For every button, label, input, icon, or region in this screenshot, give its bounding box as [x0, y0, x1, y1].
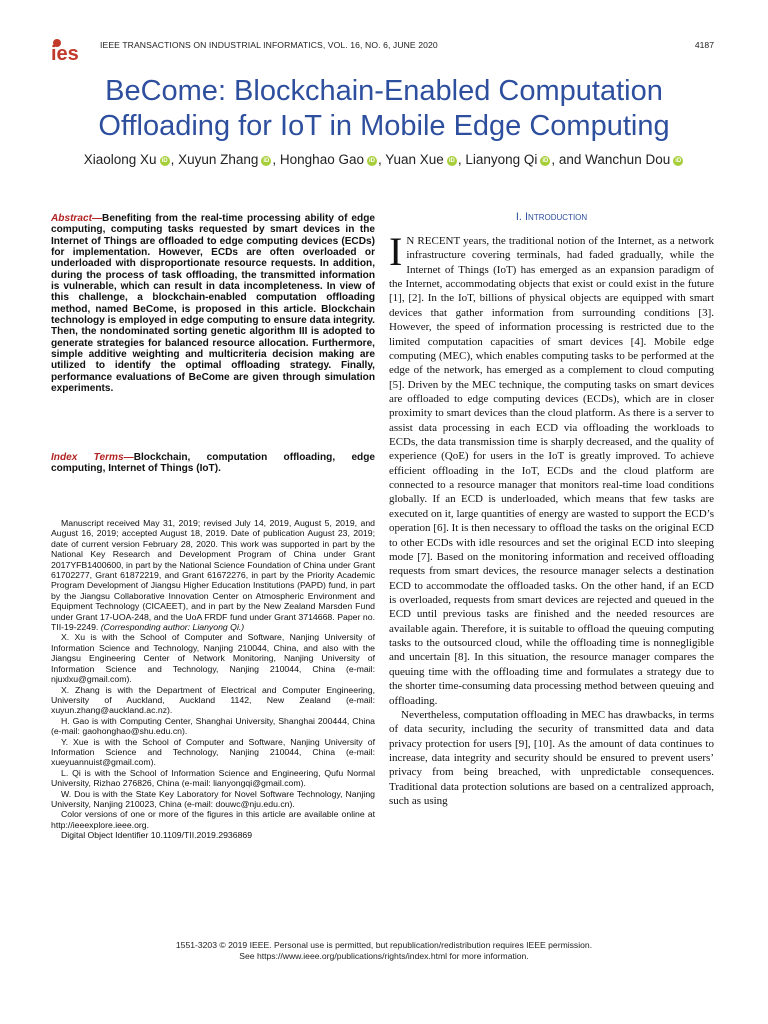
ies-logo [50, 38, 88, 64]
journal-header: IEEE TRANSACTIONS ON INDUSTRIAL INFORMATICS, VOL. 16, NO. 6, JUNE 2020 [100, 40, 438, 50]
intro-body [389, 229, 714, 808]
author-separator: , [170, 152, 179, 167]
intro-paragraph-2: Nevertheless, computation offloading in MEC has drawbacks, in terms of data security, including the security of transmitted data and data privacy protection for users [9], [10]. As the amount of data continues to increase, data integrity and security should be ensured to prevent users’ privacy from being breached, with unpredictable consequences. Traditional data protection solutions are based on a centralized approach, such as using [389, 708, 714, 808]
page-number: 4187 [694, 40, 714, 50]
orcid-icon[interactable]: iD [161, 158, 168, 164]
footnote-affiliation: W. Dou is with the State Key Laboratory for Novel Software Technology, Nanjing University, Nanjing 210023, China (e-mail: douwc@nju.edu.cn). [51, 788, 375, 809]
abstract-text: Benefiting from the real-time processing ability of edge computing, computing tasks requested by smart devices in the Internet of Things are offloaded to edge computing devices (ECDs) for implementation. However, ECDs are often overloaded or underloaded with disproportionate resource requests. In addition, during the process of task offloading, the transmitted information is vulnerable, which can result in data incompleteness. In view of this challenge, a blockchain-enabled computation offloading method, named BeCome, is proposed in this article. Blockchain technology is employed in edge computing to ensure data integrity. Then, the nondominated sorting genetic algorithm III is adopted to generate strategies for balanced resource allocation. Furthermore, simple additive weighting and multicriteria decision making are utilized to identify the optimal offloading strategy. Finally, performance evaluations of BeCome are given through simulation experiments. [51, 213, 375, 395]
footnote-affiliation: X. Xu is with the School of Computer and Software, Nanjing University of Information Science and Technology, Nanjing 210044, China, and also with the Jiangsu Engineering Center of Network Monitoring, Nanjing University of Information Science and Technology, Nanjing 210044, China (e-mail: njuxlxu@gmail.com). [51, 632, 375, 685]
title-line-2: Offloading for IoT in Mobile Edge Computing [98, 110, 670, 142]
author-separator: , [272, 152, 280, 167]
author-name: Honghao Gao [279, 152, 364, 167]
footnote-affiliation: X. Zhang is with the Department of Electrical and Computer Engineering, University of Auckland, Auckland 1142, New Zealand (e-mail: xuyun.zhang@auckland.ac.nz). [51, 684, 375, 716]
section-number: I. [515, 211, 522, 223]
orcid-icon[interactable]: iD [368, 158, 375, 164]
index-terms-label: Index Terms— [51, 452, 134, 463]
rights-link-line[interactable]: See https://www.ieee.org/publications/rights/index.html for more information. [239, 951, 529, 961]
author-separator: , [457, 152, 466, 167]
author-list [40, 152, 728, 167]
footnote-manuscript: Manuscript received May 31, 2019; revised July 14, 2019, August 5, 2019, and August 16, 2019; accepted August 18, 2019. Date of publication August 23, 2019; date of current version February 28, 2020. This work was supported in part by the National Key Research and Development Program of China under Grant 2017YFB1400600, in part by the National Science Foundation of China under Grant 61702277, Grant 61872219, and Grant 61672276, in part by the Priority Academic Program Development of Jiangsu Higher Education Institutions (PAPD) fund, in part by the Jiangsu Collaborative Innovation Center on Atmospheric Environment and Equipment Technology (CICAEET), and in part by the New Zealand Marsden Fund under Grant 17-UOA-248, and the UoA FRDF fund under Grant 3714668. Paper no. TII-19-2249. (Corresponding author: Lianyong Qi.) [51, 518, 375, 633]
abstract [51, 213, 375, 395]
footnote-color-versions: Color versions of one or more of the figures in this article are available online at http://ieeexplore.ieee.org. [51, 809, 375, 830]
corresponding-author: (Corresponding author: Lianyong Qi.) [100, 622, 245, 633]
copyright-line: 1551-3203 © 2019 IEEE. Personal use is permitted, but republication/redistribution requires IEEE permission. [175, 940, 593, 950]
author-name: Xuyun Zhang [178, 152, 259, 167]
drop-cap: I [389, 229, 403, 274]
footnote-doi: Digital Object Identifier 10.1109/TII.2019.2936869 [61, 830, 253, 841]
section-title: Introduction [525, 211, 588, 223]
paper-title [40, 74, 728, 144]
intro-paragraph-1: I N RECENT years, the traditional notion of the Internet, as a network infrastructure covering terminals, had faded gradually, while the Internet of Things (IoT) has emerged as an expansion paradigm of the Internet, accommodating objects that exist or could exist in the future [1], [2]. In the IoT, billions of physical objects are equipped with smart devices that gather information from surrounding conditions [3]. However, the speed of information processing is restricted due to the limited computation capacities of smart devices [4]. Mobile edge computing (MEC), which enables computing tasks to be performed at the edge of the network, has emerged as a complement to cloud computing [5]. Driven by the MEC technique, the computing tasks on smart devices are offloaded to edge computing devices (ECDs), which are in closer proximity to smart devices than the cloud platform. As there is a server to assist data processing in each ECD via offloading the workloads to ECDs, the data transmission time is sharply decreased, and the quality of experience (QoE) for users in the IoT is greatly improved. To achieve efficient offloading in the IoT, ECDs and the cloud platform are connected to a resource manager that monitors real-time load conditions globally. If an ECD is underloaded, which means that few tasks are executed on it, large quantities of energy are wasted to support the ECD’s operation [6]. It is then necessary to offload the tasks on the original ECD to other ECDs with idle resources and set the original ECD into sleeping mode [7]. Based on the monitoring information and received offloading requests from smart devices, the resource manager selects a destination ECD to accommodate the offloaded tasks. On the other hand, if an ECD is overloaded, requests from smart devices are rejected and queued in the ECD until previous tasks are finished and the needed resources are available again. Therefore, it is suitable to offload the queuing computing tasks to the outsourced cloud, while the offloading time is nonnegligible and uncertain [8]. In this situation, the resource manager compares the queuing time with the offloading time and formulates a strategy due to the shorter time-consuming data processing method between queuing and offloading. [389, 229, 714, 707]
first-word-rest: N RECENT [406, 235, 461, 247]
author-separator: , [377, 152, 386, 167]
index-terms-text: Blockchain, computation offloading, edge computing, Internet of Things (IoT). [51, 452, 375, 475]
footnote-affiliation: H. Gao is with Computing Center, Shanghai University, Shanghai 200444, China (e-mail: gaohonghao@shu.edu.cn). [51, 715, 375, 737]
section-heading [389, 211, 714, 223]
author-name: Xiaolong Xu [83, 152, 157, 167]
footnote-affiliation: L. Qi is with the School of Information Science and Engineering, Qufu Normal University, Rizhao 276826, China (e-mail: lianyongqi@gmail.com). [51, 767, 375, 789]
footnote-affiliation: Y. Xue is with the School of Computer and Software, Nanjing University of Information Science and Technology, Nanjing 210044, China (e-mail: xueyuannuist@gmail.com). [51, 736, 375, 768]
index-terms [51, 452, 375, 475]
orcid-icon[interactable]: iD [263, 158, 270, 164]
author-name: Wanchun Dou [585, 152, 671, 167]
title-line-1: BeCome: Blockchain-Enabled Computation [105, 75, 663, 107]
copyright-footer [40, 940, 728, 962]
author-name: Yuan Xue [385, 152, 444, 167]
orcid-icon[interactable]: iD [675, 158, 682, 164]
author-name: Lianyong Qi [465, 152, 538, 167]
orcid-icon[interactable]: iD [542, 158, 549, 164]
author-separator: , and [551, 152, 586, 167]
logo-text: ies [51, 43, 79, 64]
footnotes [51, 518, 375, 841]
abstract-label: Abstract— [51, 213, 103, 224]
orcid-icon[interactable]: iD [448, 158, 455, 164]
